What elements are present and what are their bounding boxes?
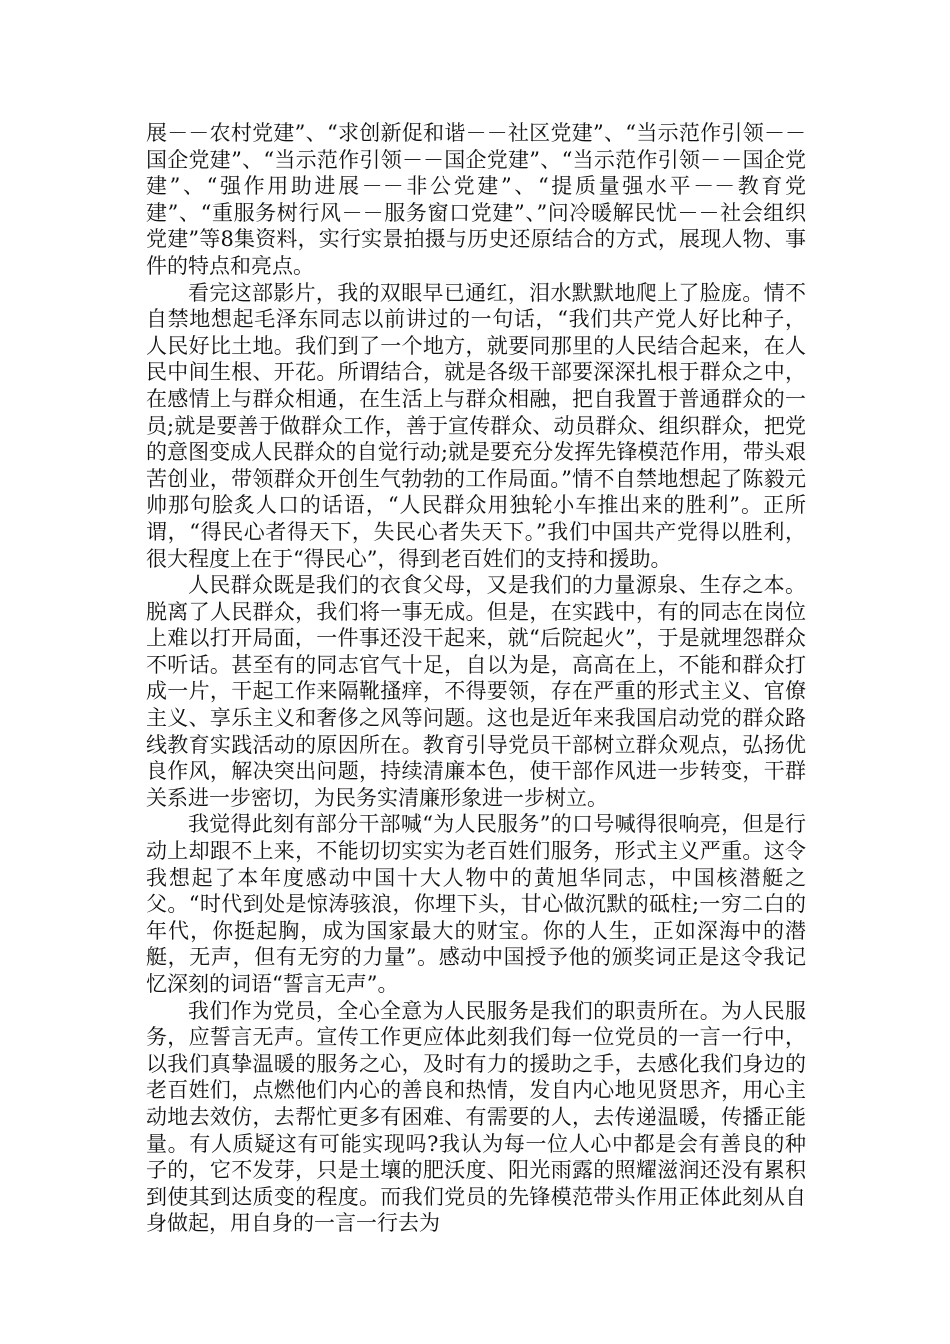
paragraph-1: 展－－农村党建”、“求创新促和谐－－社区党建”、“当示范作引领－－国企党建”、“当示范作引领－－国企党建”、“当示范作引领－－国企党建”、“强作用助进展－－非公党建”、“提质量强水平－－教育党建”、“重服务树行风－－服务窗口党建”、”问冷暖解民忧－－社会组织党建”等8集资料，实行实景拍摄与历史还原结合的方式，展现人物、事件的特点和亮点。 xyxy=(146,121,806,278)
paragraph-5: 我们作为党员，全心全意为人民服务是我们的职责所在。为人民服务，应誓言无声。宣传工作更应体此刻我们每一位党员的一言一行中，以我们真挚温暖的服务之心，及时有力的援助之手，去感化我们身边的老百姓们，点燃他们内心的善良和热情，发自内心地见贤思齐，用心主动地去效仿，去帮忙更多有困难、有需要的人，去传递温暖，传播正能量。有人质疑这有可能实现吗?我认为每一位人心中都是会有善良的种子的，它不发芽，只是土壤的肥沃度、阳光雨露的照耀滋润还没有累积到使其到达质变的程度。而我们党员的先锋模范带头作用正体此刻从自身做起，用自身的一言一行去为 xyxy=(146,998,806,1236)
paragraph-3: 人民群众既是我们的衣食父母，又是我们的力量源泉、生存之本。脱离了人民群众，我们将一事无成。但是，在实践中，有的同志在岗位上难以打开局面，一件事还没干起来，就“后院起火”，于是就埋怨群众不听话。甚至有的同志官气十足，自以为是，高高在上，不能和群众打成一片，干起工作来隔靴搔痒，不得要领，存在严重的形式主义、官僚主义、享乐主义和奢侈之风等问题。这也是近年来我国启动党的群众路线教育实践活动的原因所在。教育引导党员干部树立群众观点，弘扬优良作风，解决突出问题，持续清廉本色，使干部作风进一步转变，干群关系进一步密切，为民务实清廉形象进一步树立。 xyxy=(146,573,806,810)
paragraph-4: 我觉得此刻有部分干部喊“为人民服务”的口号喊得很响亮，但是行动上却跟不上来，不能切切实实为老百姓们服务，形式主义严重。这令我想起了本年度感动中国十大人物中的黄旭华同志，中国核潜艇之父。“时代到处是惊涛骇浪，你埋下头，甘心做沉默的砥柱;一穷二白的年代，你挺起胸，成为国家最大的财宝。你的人生，正如深海中的潜艇，无声，但有无穷的力量”。感动中国授予他的颁奖词正是这令我记忆深刻的词语“誓言无声”。 xyxy=(146,812,806,996)
paragraph-2: 看完这部影片，我的双眼早已通红，泪水默默地爬上了脸庞。情不自禁地想起毛泽东同志以前讲过的一句话，“我们共产党人好比种子，人民好比土地。我们到了一个地方，就要同那里的人民结合起来，在人民中间生根、开花。所谓结合，就是各级干部要深深扎根于群众之中，在感情上与群众相通，在生活上与群众相融，把自我置于普通群众的一员;就是要善于做群众工作，善于宣传群众、动员群众、组织群众，把党的意图变成人民群众的自觉行动;就是要充分发挥先锋模范作用，带头艰苦创业，带领群众开创生气勃勃的工作局面。”情不自禁地想起了陈毅元帅那句脍炙人口的话语，“人民群众用独轮小车推出来的胜利”。正所谓，“得民心者得天下，失民心者失天下。”我们中国共产党得以胜利，很大程度上在于“得民心”，得到老百姓们的支持和援助。 xyxy=(146,280,806,571)
document-body xyxy=(146,120,806,1237)
